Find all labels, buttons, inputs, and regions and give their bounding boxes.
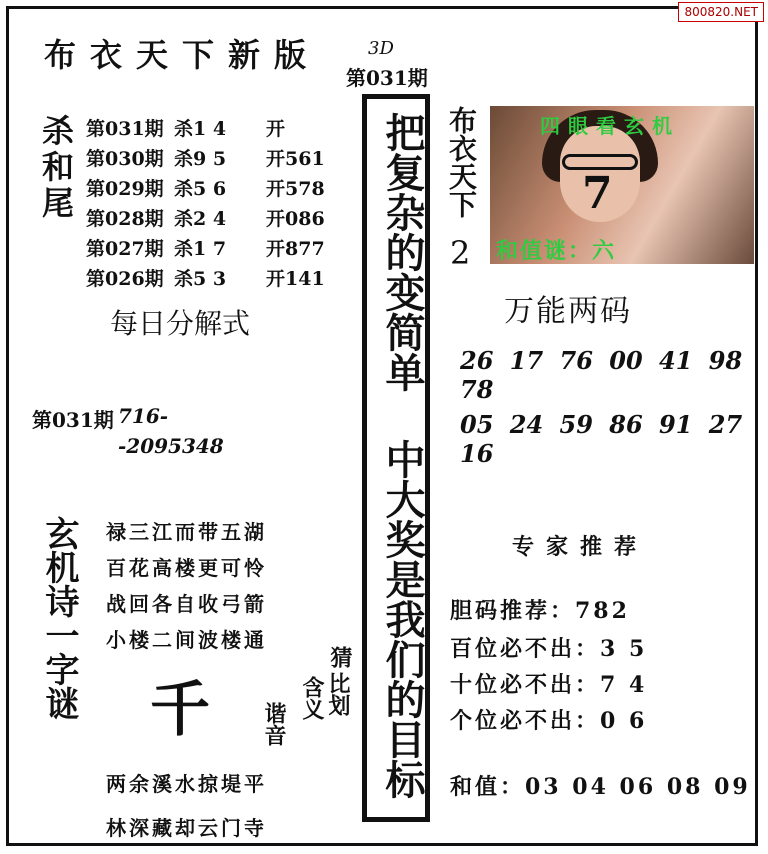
- bottom-line-1: 两余溪水掠堤平: [106, 772, 267, 796]
- shahe-kill: 杀9 5: [174, 148, 227, 170]
- right-title-number: 2: [450, 234, 471, 272]
- rec-shi: 十位必不出：7 4: [450, 672, 648, 698]
- photo-top-text: 四眼看玄机: [540, 114, 680, 138]
- daily-title: 每日分解式: [110, 307, 251, 340]
- shahe-row: [86, 234, 336, 264]
- expert-title: 专家推荐: [512, 534, 649, 560]
- shahe-period: 第028期: [86, 208, 164, 230]
- center-slogan-box: [362, 94, 430, 822]
- shahe-period: 第029期: [86, 178, 164, 200]
- photo-number: 7: [582, 168, 613, 219]
- poster-title: 布衣天下新版: [44, 36, 321, 74]
- wanneng-title: 万能两码: [504, 294, 632, 329]
- hint-xieyin: 谐音: [261, 702, 287, 746]
- shahe-period: 第031期: [86, 118, 164, 140]
- shahe-row: [86, 114, 336, 144]
- issue-label: 第031期: [346, 66, 428, 90]
- shahe-label: 杀和尾: [37, 114, 75, 222]
- shahe-period: 第026期: [86, 268, 164, 290]
- shahe-open: 开578: [266, 178, 325, 200]
- poem: [106, 514, 267, 658]
- shahe-kill: 杀5 6: [174, 178, 227, 200]
- rec-dan: 胆码推荐：782: [450, 598, 630, 624]
- shahe-open: 开141: [266, 268, 325, 290]
- rec-ge: 个位必不出：0 6: [450, 708, 648, 734]
- shahe-row: [86, 174, 336, 204]
- shahe-kill: 杀1 7: [174, 238, 227, 260]
- numbers-row-1: 26 17 76 00 41 98 78: [460, 346, 743, 404]
- shahe-row: [86, 264, 336, 294]
- hint-hanyi: 含义: [299, 676, 325, 720]
- shahe-open: 开086: [266, 208, 325, 230]
- riddle-char: 千: [150, 675, 210, 745]
- bottom-line-2: 林深藏却云门寺: [106, 816, 267, 840]
- shahe-open: 开: [266, 118, 286, 140]
- promo-photo: [490, 106, 754, 264]
- shahe-period: 第027期: [86, 238, 164, 260]
- shahe-row: [86, 144, 336, 174]
- hint-guess: 猜: [327, 646, 353, 668]
- shahe-kill: 杀5 3: [174, 268, 227, 290]
- center-slogan: 把复杂的变简单 中大奖是我们的目标: [379, 111, 426, 799]
- sum-line: 和值：03 04 06 08 09: [450, 774, 751, 800]
- photo-bottom-text: 和值谜：六: [496, 238, 617, 264]
- shahe-row: [86, 204, 336, 234]
- poem-line: 战回各自收弓箭: [106, 592, 267, 616]
- rec-bai: 百位必不出：3 5: [450, 636, 648, 662]
- hint-bihua: 比划: [325, 672, 351, 716]
- period-value-2: -2095348: [118, 434, 224, 458]
- shahe-open: 开877: [266, 238, 325, 260]
- shahe-kill: 杀1 4: [174, 118, 227, 140]
- poem-line: 百花高楼更可怜: [106, 556, 267, 580]
- poem-line: 禄三江而带五湖: [106, 520, 267, 544]
- shahe-period: 第030期: [86, 148, 164, 170]
- period-label: 第031期: [32, 408, 114, 432]
- shahe-table: [86, 114, 336, 294]
- shahe-kill: 杀2 4: [174, 208, 227, 230]
- right-title: 布衣天下: [445, 106, 478, 218]
- shahe-open: 开561: [266, 148, 325, 170]
- numbers-row-2: 05 24 59 86 91 27 16: [460, 410, 743, 468]
- tag-3d: 3D: [368, 38, 394, 59]
- site-badge[interactable]: 800820.NET: [678, 2, 764, 22]
- poem-line: 小楼二间波楼通: [106, 628, 267, 652]
- xuanji-label: 玄机诗一字谜: [39, 516, 79, 720]
- period-value-1: 716-: [118, 404, 169, 428]
